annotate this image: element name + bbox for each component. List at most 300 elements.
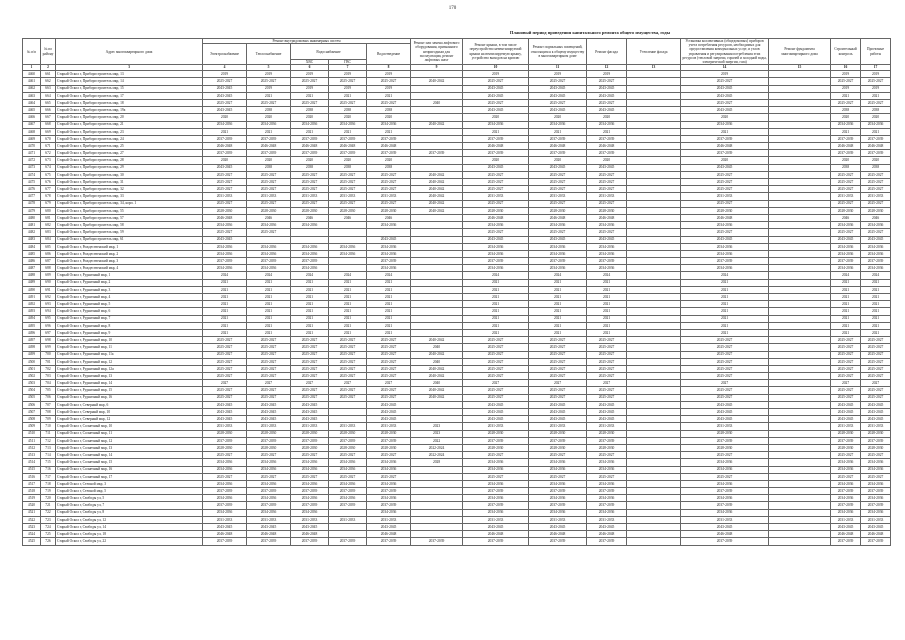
table-cell: 2034-2036: [291, 243, 329, 250]
table-cell: 2034-2036: [463, 121, 529, 128]
table-cell: 2028-2030: [529, 430, 587, 437]
column-number: 9: [411, 65, 463, 71]
table-cell: 2034-2036: [367, 466, 411, 473]
table-cell: 2019: [831, 85, 861, 92]
table-cell: 4509: [23, 423, 41, 430]
table-cell: [769, 509, 831, 516]
table-cell: 2034-2036: [587, 250, 627, 257]
table-cell: 2025-2027: [831, 179, 861, 186]
table-cell: 2021: [329, 294, 367, 301]
address-cell: Старый Оскол г, Северный мкр, 12: [56, 416, 203, 423]
table-cell: 2037-2039: [203, 538, 247, 545]
table-cell: 2046-2048: [681, 531, 769, 538]
table-cell: 2022-2024: [411, 444, 463, 451]
table-cell: 2038: [247, 164, 291, 171]
table-cell: 2046-2048: [831, 531, 861, 538]
table-cell: 689: [41, 272, 56, 279]
table-cell: [769, 258, 831, 265]
table-cell: [627, 329, 681, 336]
table-cell: 2034-2036: [367, 250, 411, 257]
table-cell: 2046-2048: [463, 214, 529, 221]
table-cell: 2021: [203, 286, 247, 293]
table-cell: 2020: [463, 157, 529, 164]
table-cell: 693: [41, 301, 56, 308]
table-cell: 2034-2036: [681, 466, 769, 473]
table-cell: 2025-2027: [529, 179, 587, 186]
table-cell: 2028-2030: [587, 207, 627, 214]
table-cell: 2028-2030: [247, 430, 291, 437]
table-cell: [627, 423, 681, 430]
table-cell: [769, 538, 831, 545]
table-cell: 2020: [463, 114, 529, 121]
table-cell: 4467: [23, 121, 41, 128]
table-cell: 2043-2045: [831, 236, 861, 243]
address-cell: Старый Оскол г, Приборостроитель мкр, 31: [56, 179, 203, 186]
table-cell: 2034-2036: [463, 495, 529, 502]
table-cell: 2021: [329, 301, 367, 308]
table-cell: 4519: [23, 495, 41, 502]
address-cell: Старый Оскол г, Приборостроитель мкр, 57: [56, 214, 203, 221]
address-cell: Старый Оскол г, Приборостроитель мкр, 24: [56, 135, 203, 142]
header-row-1: [23, 39, 891, 44]
table-cell: 2043-2045: [587, 416, 627, 423]
table-cell: 2043-2045: [831, 524, 861, 531]
table-cell: [329, 524, 367, 531]
table-cell: [627, 358, 681, 365]
table-cell: 2031-2033: [463, 516, 529, 523]
table-cell: 2031-2033: [203, 193, 247, 200]
table-cell: 2038: [861, 164, 891, 171]
table-row: [23, 373, 891, 380]
table-cell: 2034-2036: [247, 459, 291, 466]
table-cell: 4487: [23, 265, 41, 272]
table-cell: 2025-2027: [367, 351, 411, 358]
table-cell: 2021: [463, 279, 529, 286]
table-row: [23, 516, 891, 523]
table-cell: 2028-2030: [329, 444, 367, 451]
table-cell: 2023: [411, 430, 463, 437]
table-cell: 2043-2045: [587, 164, 627, 171]
table-row: [23, 509, 891, 516]
table-cell: 2043-2045: [291, 416, 329, 423]
table-cell: 2021: [831, 308, 861, 315]
table-cell: 2020: [861, 114, 891, 121]
table-cell: 2021: [247, 128, 291, 135]
table-cell: 2025-2027: [681, 387, 769, 394]
table-cell: 2021: [463, 294, 529, 301]
table-cell: 2021: [529, 315, 587, 322]
table-row: [23, 365, 891, 372]
table-cell: 2038: [831, 164, 861, 171]
table-cell: 2043-2045: [529, 416, 587, 423]
table-cell: [769, 121, 831, 128]
table-cell: 2019: [329, 71, 367, 78]
table-cell: 2025-2027: [831, 337, 861, 344]
table-cell: 2021: [861, 301, 891, 308]
table-cell: 4486: [23, 258, 41, 265]
table-cell: 4521: [23, 509, 41, 516]
table-cell: 2046-2048: [463, 143, 529, 150]
table-cell: 2025-2027: [861, 337, 891, 344]
table-cell: [411, 495, 463, 502]
table-cell: 711: [41, 430, 56, 437]
address-cell: Старый Оскол г, Приборостроитель мкр, 34, корп. 1: [56, 200, 203, 207]
table-cell: 685: [41, 243, 56, 250]
table-cell: 2028-2030: [291, 444, 329, 451]
table-cell: 2025-2027: [529, 78, 587, 85]
table-cell: 2025-2027: [529, 452, 587, 459]
table-cell: 2025-2027: [291, 373, 329, 380]
table-cell: 2025-2027: [367, 344, 411, 351]
table-cell: 2027: [831, 380, 861, 387]
table-row: [23, 423, 891, 430]
table-cell: 2034-2036: [587, 509, 627, 516]
table-cell: 2025-2027: [367, 358, 411, 365]
table-cell: 2028-2030: [861, 430, 891, 437]
table-cell: 2025-2027: [291, 387, 329, 394]
table-cell: 2034-2036: [367, 480, 411, 487]
table-cell: 2025-2027: [587, 200, 627, 207]
table-cell: 2025-2027: [831, 358, 861, 365]
table-row: [23, 135, 891, 142]
table-cell: 2025-2027: [587, 473, 627, 480]
address-cell: Старый Оскол г, Приборостроитель мкр, 25: [56, 143, 203, 150]
table-cell: 2043-2045: [587, 409, 627, 416]
table-cell: 2034-2036: [329, 250, 367, 257]
table-cell: [627, 315, 681, 322]
table-cell: 2020: [681, 157, 769, 164]
table-cell: 2021: [529, 301, 587, 308]
table-cell: [627, 229, 681, 236]
table-cell: 2037-2039: [463, 538, 529, 545]
table-cell: 2037-2039: [247, 135, 291, 142]
address-cell: Старый Оскол г, Рудничный мкр, 12а: [56, 365, 203, 372]
table-cell: 2025-2027: [831, 351, 861, 358]
header-water: Водоснабжение: [291, 44, 367, 60]
table-cell: [769, 214, 831, 221]
table-cell: 2025-2027: [529, 337, 587, 344]
table-cell: 2028-2030: [291, 207, 329, 214]
table-cell: 2031-2033: [861, 516, 891, 523]
table-cell: 2043-2045: [203, 92, 247, 99]
table-cell: 2021: [529, 128, 587, 135]
table-cell: 2027: [247, 380, 291, 387]
table-cell: 4495: [23, 322, 41, 329]
table-cell: 2028-2030: [329, 430, 367, 437]
table-cell: 2021: [329, 279, 367, 286]
table-cell: 2040: [411, 344, 463, 351]
table-cell: 2034-2036: [529, 480, 587, 487]
table-cell: 4470: [23, 143, 41, 150]
address-cell: Старый Оскол г, Свободы ул, 7: [56, 502, 203, 509]
table-row: [23, 387, 891, 394]
table-cell: 2025-2027: [329, 337, 367, 344]
table-cell: [769, 265, 831, 272]
table-cell: 2025-2027: [587, 344, 627, 351]
table-cell: [769, 531, 831, 538]
table-cell: 2021: [529, 286, 587, 293]
table-cell: 2020: [587, 114, 627, 121]
table-cell: [627, 150, 681, 157]
address-cell: Старый Оскол г, Рудничный мкр, 3: [56, 286, 203, 293]
table-cell: [329, 229, 367, 236]
table-cell: 4474: [23, 171, 41, 178]
table-cell: [769, 135, 831, 142]
column-number: 15: [769, 65, 831, 71]
table-cell: 2043-2045: [681, 416, 769, 423]
table-cell: [769, 365, 831, 372]
table-cell: 4479: [23, 207, 41, 214]
table-cell: 2024: [681, 272, 769, 279]
table-cell: 2031-2033: [203, 516, 247, 523]
table-row: [23, 186, 891, 193]
table-cell: [627, 401, 681, 408]
column-number: 14: [681, 65, 769, 71]
table-cell: 2037-2039: [247, 538, 291, 545]
table-cell: [769, 294, 831, 301]
address-cell: Старый Оскол г, Солнечный мкр, 15: [56, 459, 203, 466]
table-cell: 2021: [247, 92, 291, 99]
table-cell: 2021: [831, 301, 861, 308]
table-cell: 2043-2045: [681, 409, 769, 416]
table-cell: 2028-2030: [247, 207, 291, 214]
table-cell: [769, 315, 831, 322]
table-cell: 2021: [681, 279, 769, 286]
table-cell: 2021: [587, 329, 627, 336]
table-cell: 687: [41, 258, 56, 265]
table-row: [23, 351, 891, 358]
table-cell: 2043-2045: [463, 401, 529, 408]
table-cell: 2025-2027: [681, 337, 769, 344]
table-cell: 4484: [23, 243, 41, 250]
table-cell: 2021: [329, 92, 367, 99]
table-cell: 2025-2027: [291, 394, 329, 401]
table-cell: 681: [41, 214, 56, 221]
table-cell: 2037-2039: [367, 258, 411, 265]
table-cell: [627, 107, 681, 114]
table-row: [23, 488, 891, 495]
table-cell: 4464: [23, 99, 41, 106]
table-cell: 2031-2033: [831, 193, 861, 200]
table-cell: 662: [41, 78, 56, 85]
table-cell: 2034-2036: [831, 121, 861, 128]
address-cell: Старый Оскол г, Приборостроитель мкр, 23: [56, 128, 203, 135]
table-cell: 2037-2039: [831, 538, 861, 545]
table-cell: 2034-2036: [587, 222, 627, 229]
table-cell: 2021: [203, 329, 247, 336]
table-cell: [769, 272, 831, 279]
table-row: [23, 236, 891, 243]
column-number: 11: [529, 65, 587, 71]
table-cell: 2025-2027: [831, 171, 861, 178]
table-cell: 2034-2036: [529, 250, 587, 257]
table-cell: 2037-2039: [529, 150, 587, 157]
table-cell: 2025-2027: [329, 394, 367, 401]
table-cell: 2021: [203, 279, 247, 286]
table-cell: [769, 459, 831, 466]
table-cell: 2025-2027: [203, 171, 247, 178]
table-cell: 2025-2027: [329, 186, 367, 193]
table-row: [23, 279, 891, 286]
address-cell: Старый Оскол г, Приборостроитель мкр, 27: [56, 150, 203, 157]
table-cell: [411, 531, 463, 538]
table-cell: 2028-2030: [247, 444, 291, 451]
table-cell: 2037-2039: [203, 150, 247, 157]
table-cell: 2025-2027: [367, 99, 411, 106]
table-cell: 715: [41, 459, 56, 466]
table-cell: 2034-2036: [203, 480, 247, 487]
table-cell: 2025-2027: [367, 179, 411, 186]
table-cell: 2046-2048: [367, 531, 411, 538]
header-heat: Теплоснабжение: [247, 44, 291, 65]
table-cell: 2025-2027: [831, 99, 861, 106]
address-cell: Старый Оскол г, Приборостроитель мкр, 33: [56, 193, 203, 200]
table-cell: 2034-2036: [291, 466, 329, 473]
table-cell: 2025-2027: [529, 99, 587, 106]
table-cell: 2034-2036: [203, 466, 247, 473]
table-cell: [627, 179, 681, 186]
table-cell: 2034-2036: [291, 509, 329, 516]
table-cell: 2021: [587, 294, 627, 301]
table-cell: 684: [41, 236, 56, 243]
table-cell: 2037-2039: [203, 502, 247, 509]
table-cell: 2028: [411, 459, 463, 466]
table-cell: 2021: [831, 128, 861, 135]
table-cell: 2025-2027: [681, 229, 769, 236]
table-cell: 2020: [367, 114, 411, 121]
table-cell: 4501: [23, 365, 41, 372]
table-cell: 2046: [367, 214, 411, 221]
table-cell: 2037-2039: [587, 258, 627, 265]
address-cell: Старый Оскол г, Рудничный мкр, 1: [56, 272, 203, 279]
table-cell: 2019: [367, 71, 411, 78]
table-cell: 2023: [411, 423, 463, 430]
table-cell: 2037-2039: [247, 258, 291, 265]
table-cell: 2034-2036: [681, 480, 769, 487]
table-cell: 2021: [587, 315, 627, 322]
table-cell: 4468: [23, 128, 41, 135]
table-cell: [411, 114, 463, 121]
table-cell: [627, 186, 681, 193]
table-cell: 2037-2039: [367, 135, 411, 142]
table-cell: 2025-2027: [203, 344, 247, 351]
table-cell: [769, 150, 831, 157]
table-cell: [769, 164, 831, 171]
table-cell: 2043-2045: [463, 236, 529, 243]
table-cell: 2037-2039: [529, 538, 587, 545]
table-cell: 4511: [23, 437, 41, 444]
table-cell: [769, 452, 831, 459]
table-cell: 2043-2045: [681, 85, 769, 92]
table-cell: 2043-2045: [681, 236, 769, 243]
table-cell: 2021: [367, 128, 411, 135]
table-cell: 2021: [681, 322, 769, 329]
table-cell: 664: [41, 92, 56, 99]
table-cell: 2034-2036: [291, 265, 329, 272]
table-cell: 2043-2045: [681, 164, 769, 171]
table-cell: [769, 423, 831, 430]
table-cell: 2024: [463, 272, 529, 279]
table-cell: [769, 286, 831, 293]
column-number: 16: [831, 65, 861, 71]
table-cell: 2025-2027: [291, 344, 329, 351]
table-cell: 2027: [367, 380, 411, 387]
table-cell: 2028-2030: [861, 444, 891, 451]
table-cell: [627, 71, 681, 78]
table-cell: 2025-2027: [463, 452, 529, 459]
table-row: [23, 524, 891, 531]
table-cell: 2025-2027: [861, 452, 891, 459]
header-elevator: Ремонт или замена лифтового оборудования, признанного непригодным для эксплуатации, ремонт лифтовых шахт: [411, 39, 463, 65]
table-cell: [769, 250, 831, 257]
table-cell: [411, 301, 463, 308]
table-cell: 2038: [861, 107, 891, 114]
table-cell: 2031-2033: [831, 516, 861, 523]
table-cell: 2034-2036: [529, 121, 587, 128]
table-cell: 2046-2048: [529, 531, 587, 538]
address-cell: Старый Оскол г, Северный мкр, 10: [56, 409, 203, 416]
table-cell: 4513: [23, 452, 41, 459]
table-cell: 688: [41, 265, 56, 272]
table-cell: [411, 243, 463, 250]
table-cell: 2037-2039: [681, 258, 769, 265]
table-cell: [627, 416, 681, 423]
table-row: [23, 121, 891, 128]
table-cell: 2037-2039: [247, 488, 291, 495]
table-cell: 2037-2039: [587, 135, 627, 142]
table-cell: 2037-2039: [291, 502, 329, 509]
table-cell: [627, 286, 681, 293]
table-cell: 2020: [367, 157, 411, 164]
table-cell: 2025-2027: [861, 200, 891, 207]
table-cell: 2025-2027: [587, 358, 627, 365]
table-cell: [411, 265, 463, 272]
table-cell: 2031-2033: [247, 423, 291, 430]
table-cell: 2025-2027: [203, 394, 247, 401]
table-cell: 2020: [831, 114, 861, 121]
table-cell: 720: [41, 495, 56, 502]
table-cell: [627, 272, 681, 279]
table-cell: 2021: [463, 315, 529, 322]
table-cell: 4473: [23, 164, 41, 171]
table-cell: 2021: [463, 128, 529, 135]
table-cell: 2025-2027: [247, 351, 291, 358]
table-cell: [411, 322, 463, 329]
table-cell: 2034-2036: [861, 459, 891, 466]
table-cell: 2046-2048: [203, 214, 247, 221]
table-cell: 2028-2030: [587, 430, 627, 437]
address-cell: Старый Оскол г, Свободы ул, 18: [56, 531, 203, 538]
table-cell: [769, 329, 831, 336]
table-cell: 2037-2039: [329, 437, 367, 444]
table-cell: 2037-2039: [529, 488, 587, 495]
table-cell: 2025-2027: [367, 337, 411, 344]
address-cell: Старый Оскол г, Свободы ул, 8: [56, 509, 203, 516]
table-cell: 2019: [329, 85, 367, 92]
table-cell: 2020: [291, 157, 329, 164]
table-cell: 2034-2036: [831, 222, 861, 229]
table-cell: 721: [41, 502, 56, 509]
table-cell: 2031-2033: [463, 423, 529, 430]
table-cell: [769, 351, 831, 358]
table-cell: 2037-2039: [329, 488, 367, 495]
table-cell: 2034-2036: [463, 243, 529, 250]
table-cell: 2037-2039: [861, 135, 891, 142]
table-cell: 2025-2027: [247, 358, 291, 365]
address-cell: Старый Оскол г, Приборостроитель мкр, 14: [56, 78, 203, 85]
table-cell: 2025-2027: [329, 473, 367, 480]
table-cell: 2034-2036: [463, 265, 529, 272]
